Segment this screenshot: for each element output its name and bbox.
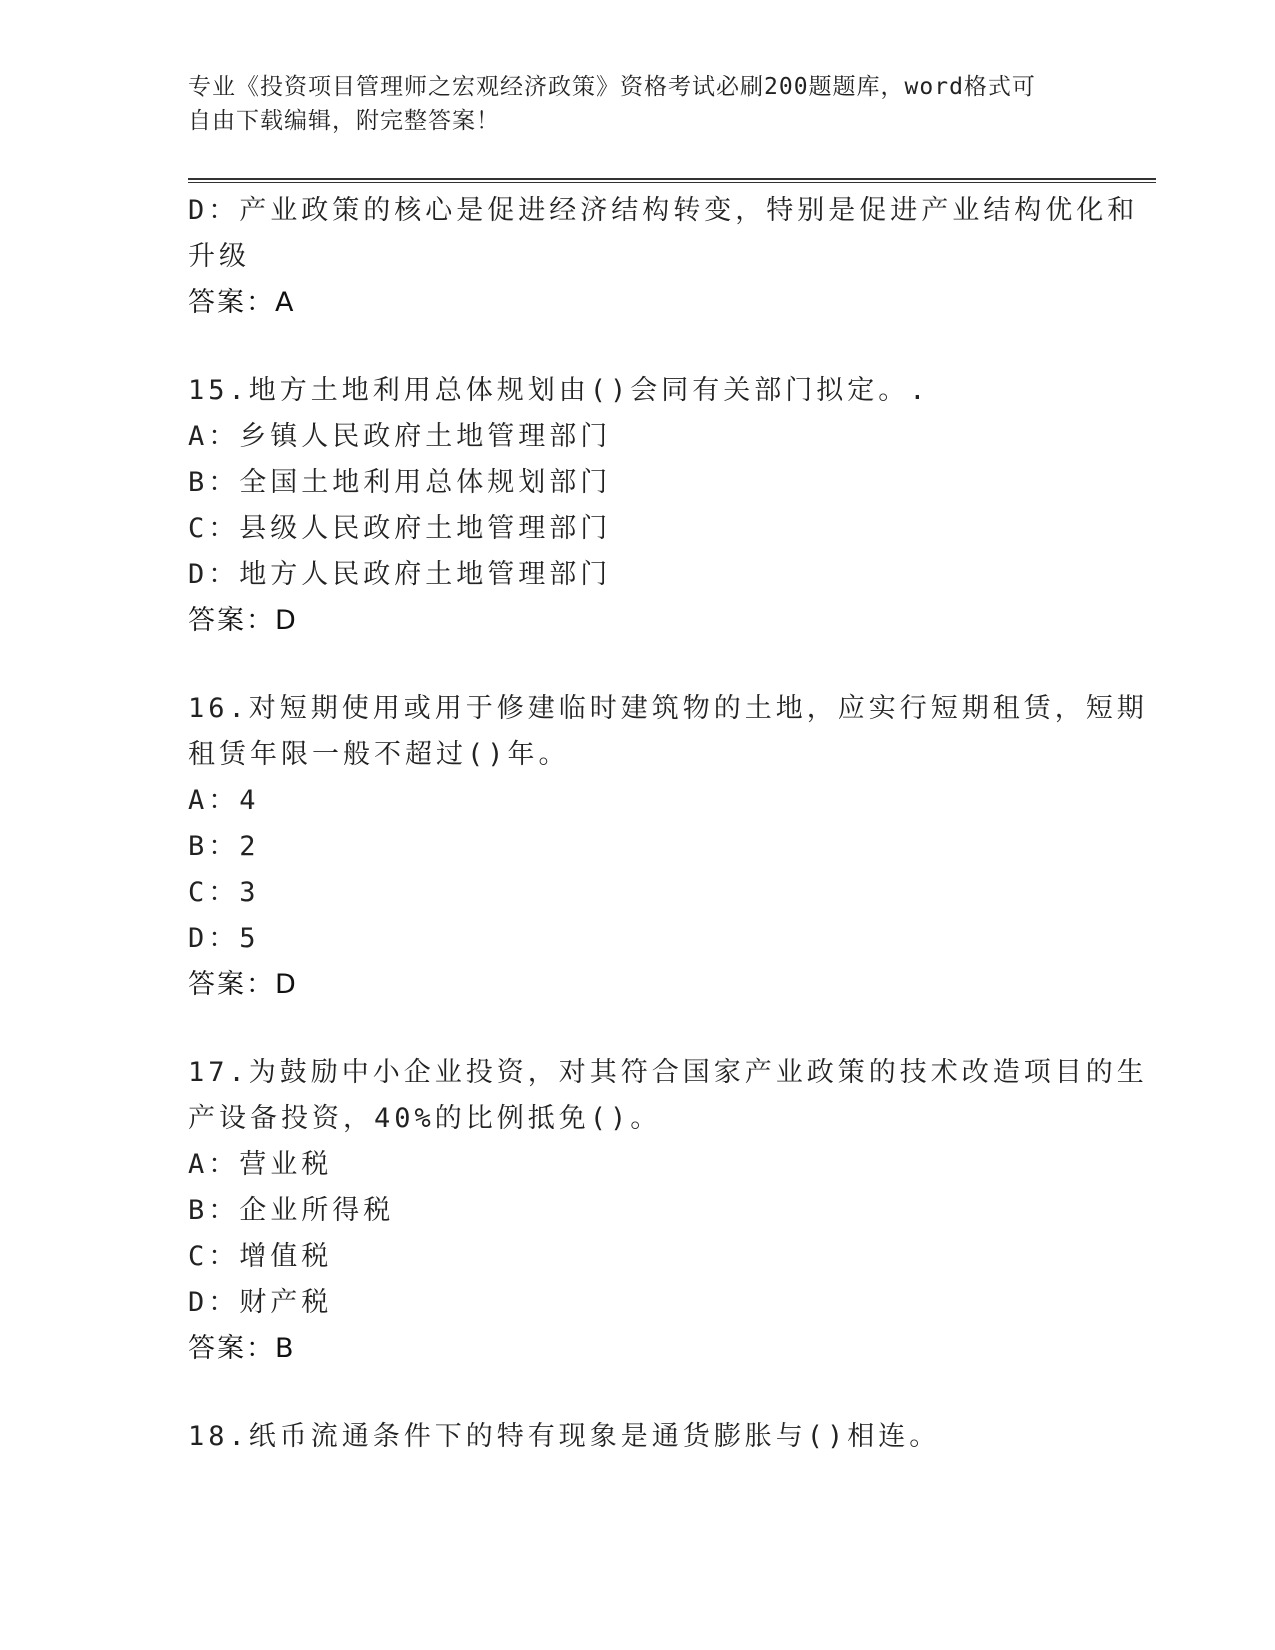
question-block bbox=[188, 1414, 1088, 1460]
question-block bbox=[188, 686, 1148, 1008]
option-a: A：营业税 bbox=[188, 1149, 333, 1180]
option-d: D：财产税 bbox=[188, 1287, 333, 1318]
question-stem-continued: 租赁年限一般不超过()年。 bbox=[188, 739, 570, 770]
option-c: C：增值税 bbox=[188, 1241, 333, 1272]
option-a: A：乡镇人民政府土地管理部门 bbox=[188, 421, 612, 452]
question-block bbox=[188, 188, 1139, 326]
header-line-2: 自由下载编辑，附完整答案！ bbox=[188, 108, 500, 134]
option-c: C：3 bbox=[188, 877, 260, 908]
option-c: C：县级人民政府土地管理部门 bbox=[188, 513, 612, 544]
block-spacer bbox=[188, 1372, 1088, 1414]
question-block bbox=[188, 1050, 1148, 1372]
question-stem: 15.地方土地利用总体规划由()会同有关部门拟定。. bbox=[188, 375, 930, 406]
block-spacer bbox=[188, 1008, 1088, 1050]
question-list bbox=[188, 188, 1148, 1460]
question-stem: 16.对短期使用或用于修建临时建筑物的土地，应实行短期租赁，短期 bbox=[188, 693, 1148, 724]
question-text-line: D：产业政策的核心是促进经济结构转变，特别是促进产业结构优化和 bbox=[188, 195, 1139, 226]
option-d: D：地方人民政府土地管理部门 bbox=[188, 559, 612, 590]
answer-label: 答案：D bbox=[188, 605, 298, 636]
answer-label: 答案：D bbox=[188, 969, 298, 1000]
header-line-1: 专业《投资项目管理师之宏观经济政策》资格考试必刷200题题库，word格式可 bbox=[188, 74, 1036, 100]
question-stem: 18.纸币流通条件下的特有现象是通货膨胀与()相连。 bbox=[188, 1421, 941, 1452]
option-b: B：企业所得税 bbox=[188, 1195, 395, 1226]
question-stem: 17.为鼓励中小企业投资，对其符合国家产业政策的技术改造项目的生 bbox=[188, 1057, 1148, 1088]
option-b: B：全国土地利用总体规划部门 bbox=[188, 467, 612, 498]
header-divider bbox=[188, 178, 1156, 183]
block-spacer bbox=[188, 644, 1088, 686]
question-text-line: 升级 bbox=[188, 241, 250, 272]
block-spacer bbox=[188, 326, 1088, 368]
option-a: A：4 bbox=[188, 785, 260, 816]
answer-label: 答案：B bbox=[188, 1333, 296, 1364]
option-d: D：5 bbox=[188, 923, 260, 954]
question-block bbox=[188, 368, 1088, 644]
page-header bbox=[188, 70, 1088, 138]
answer-label: 答案：A bbox=[188, 287, 296, 318]
question-stem-continued: 产设备投资，40%的比例抵免()。 bbox=[188, 1103, 662, 1134]
option-b: B：2 bbox=[188, 831, 260, 862]
